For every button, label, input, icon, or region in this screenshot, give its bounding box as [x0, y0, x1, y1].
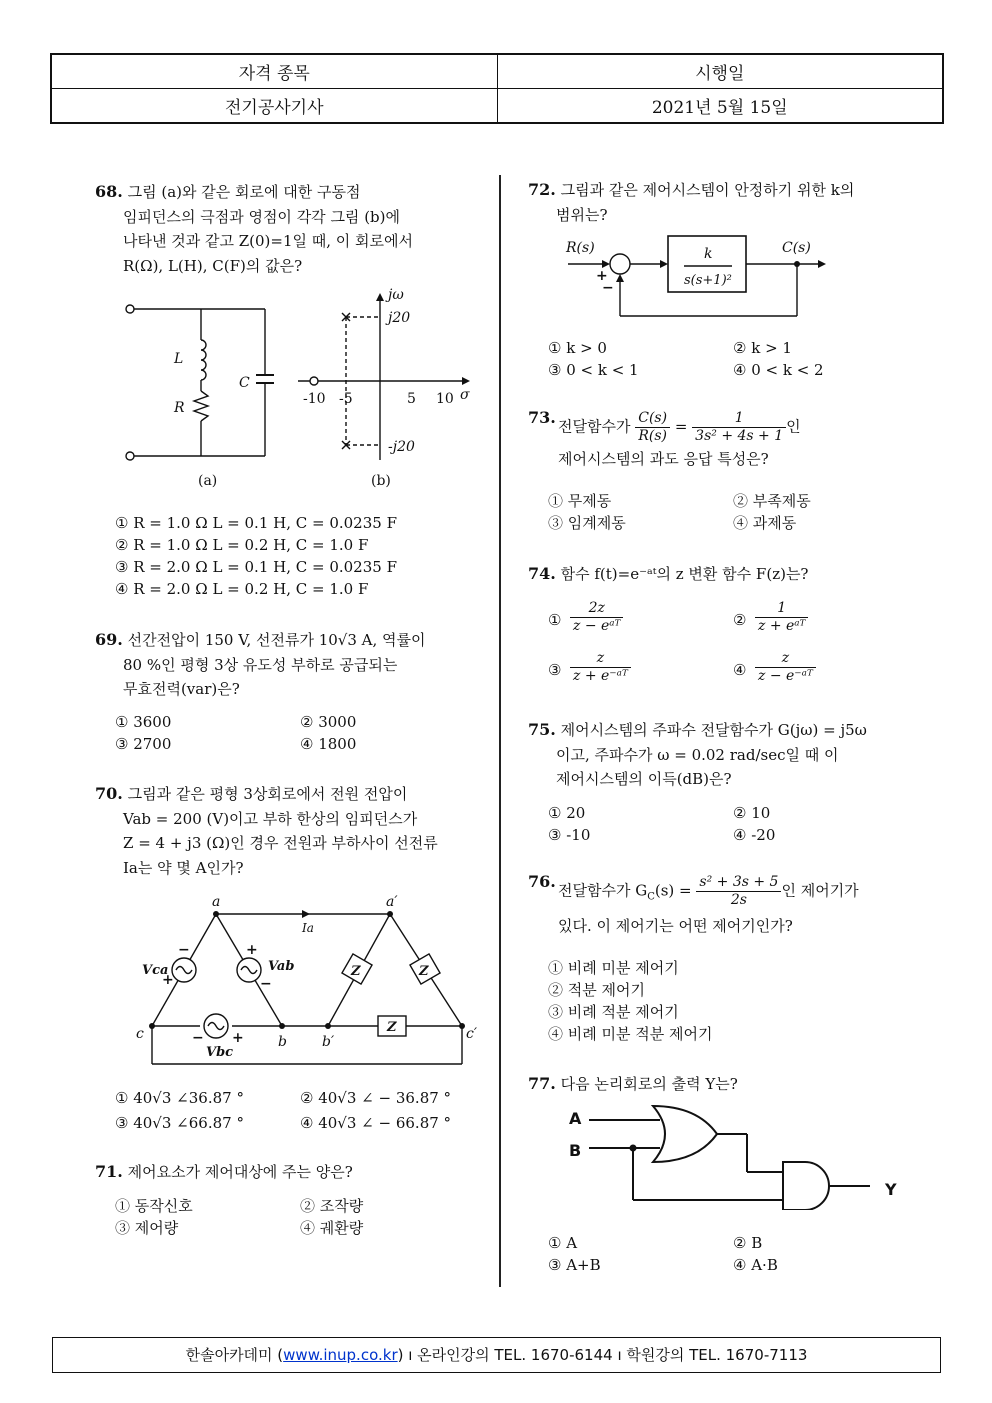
option[interactable]: ④ 1800	[300, 735, 357, 753]
question-76	[528, 872, 928, 953]
block-numerator: k	[704, 246, 713, 262]
option[interactable]: ① 3600	[115, 713, 172, 731]
question-text: 있다. 이 제어기는 어떤 제어기인가?	[558, 917, 793, 935]
option[interactable]: ② 10	[733, 804, 771, 822]
label-L: L	[174, 351, 184, 367]
label-Vbc: Vbc	[206, 1045, 234, 1060]
question-text: 이고, 주파수가 ω = 0.02 rad/sec일 때 이	[556, 745, 839, 764]
svg-text:+: +	[232, 1030, 244, 1046]
question-text: 제어시스템의 과도 응답 특성은?	[558, 450, 769, 468]
question-text: 나타낸 것과 같고 Z(0)=1일 때, 이 회로에서	[123, 232, 414, 250]
header-col-subject-title: 자격 종목	[51, 54, 497, 89]
question-75	[528, 718, 928, 792]
fraction-numerator: 2z	[570, 600, 623, 618]
subscript: C	[647, 891, 655, 903]
q74-options	[548, 600, 928, 694]
sum-minus: −	[602, 280, 614, 296]
fraction-denominator: z − eᵃᵀ	[573, 618, 621, 634]
option[interactable]: ④ 비례 미분 적분 제어기	[548, 1025, 713, 1043]
block-denominator: s(s+1)²	[684, 273, 732, 288]
option[interactable]: ④ 궤환량	[300, 1219, 364, 1237]
option[interactable]: ③ 비례 적분 제어기	[548, 1003, 679, 1021]
option[interactable]: ④ 40√3 ∠ − 66.87 °	[300, 1114, 452, 1132]
label-jw: jω	[388, 287, 404, 303]
svg-text:−: −	[178, 942, 190, 958]
column-divider	[499, 175, 501, 1287]
label-R: R	[174, 400, 185, 416]
tick-10: 10	[436, 391, 454, 407]
q68-options	[115, 512, 495, 600]
q69-options	[115, 711, 495, 755]
question-text: 제어요소가 제어대상에 주는 양은?	[127, 1163, 353, 1181]
header-table	[50, 53, 944, 124]
question-text: 다음 논리회로의 출력 Y는?	[560, 1075, 738, 1093]
tick-5: 5	[407, 391, 416, 407]
q68-figure	[118, 285, 480, 495]
option[interactable]: ③ 0 < k < 1	[548, 361, 639, 379]
question-text: (s) =	[654, 881, 692, 900]
question-number: 76.	[528, 872, 556, 891]
node-a-prime: a′	[386, 894, 398, 910]
label-Vab: Vab	[268, 959, 295, 974]
load-Z: Z	[387, 1020, 397, 1035]
option[interactable]: ③ 제어량	[115, 1219, 179, 1237]
question-74	[528, 562, 928, 587]
question-text: 그림 (a)와 같은 회로에 대한 구동점	[127, 183, 361, 201]
option[interactable]: ① 20	[548, 804, 586, 822]
footer-left: 한솔아카데미 (	[185, 1346, 284, 1364]
q77-options	[548, 1232, 928, 1276]
fraction-numerator: 1	[692, 410, 786, 428]
header-date: 2021년 5월 15일	[497, 89, 943, 124]
option[interactable]: ④ A·B	[733, 1256, 778, 1274]
question-text: 그림과 같은 제어시스템이 안정하기 위한 k의	[560, 181, 855, 199]
option[interactable]: ① A	[548, 1234, 578, 1252]
option[interactable]: ② 부족제동	[733, 492, 811, 510]
label-sigma: σ	[460, 387, 470, 403]
question-68	[95, 180, 490, 278]
q77-logic-circuit	[565, 1100, 915, 1210]
question-70	[95, 782, 490, 880]
option-mark[interactable]: ①	[548, 611, 562, 629]
sum-plus: +	[596, 268, 608, 284]
option[interactable]: ② 40√3 ∠ − 36.87 °	[300, 1089, 452, 1107]
fraction-denominator: 2s	[730, 892, 747, 908]
option[interactable]: ① 동작신호	[115, 1197, 193, 1215]
option[interactable]: ① R = 1.0 Ω L = 0.1 H, C = 0.0235 F	[115, 514, 397, 532]
tick-minus-5: -5	[339, 391, 353, 407]
question-text: Z = 4 + j3 (Ω)인 경우 전원과 부하사이 선전류	[123, 834, 438, 852]
q72-options	[548, 337, 928, 381]
option[interactable]: ③ A+B	[548, 1256, 601, 1274]
option[interactable]: ④ 과제동	[733, 514, 797, 532]
q70-options	[115, 1087, 495, 1134]
question-text: 전달함수가 G	[558, 881, 648, 900]
option[interactable]: ④ 0 < k < 2	[733, 361, 824, 379]
fraction-denominator: z − e⁻ᵃᵀ	[758, 668, 813, 684]
fraction-numerator: z	[570, 650, 631, 668]
question-71	[95, 1160, 490, 1185]
option[interactable]: ③ R = 2.0 Ω L = 0.1 H, C = 0.0235 F	[115, 558, 397, 576]
svg-text:−: −	[260, 976, 272, 992]
fraction-denominator: z + eᵃᵀ	[758, 618, 806, 634]
question-text: 제어시스템의 이득(dB)은?	[556, 770, 732, 788]
option[interactable]: ② 적분 제어기	[548, 981, 645, 999]
question-number: 77.	[528, 1074, 556, 1093]
label-C-s: C(s)	[782, 240, 811, 256]
node-a: a	[212, 894, 221, 910]
footer-link[interactable]: www.inup.co.kr	[283, 1346, 398, 1364]
question-text: 무효전력(var)은?	[123, 680, 240, 698]
option[interactable]: ③ 2700	[115, 735, 172, 753]
question-text: R(Ω), L(H), C(F)의 값은?	[123, 256, 303, 275]
option[interactable]: ② 조작량	[300, 1197, 364, 1215]
question-69	[95, 628, 490, 702]
fraction-denominator: z + e⁻ᵃᵀ	[573, 668, 628, 684]
option[interactable]: ② R = 1.0 Ω L = 0.2 H, C = 1.0 F	[115, 536, 369, 554]
option[interactable]: ① 40√3 ∠36.87 °	[115, 1089, 244, 1107]
option[interactable]: ① 비례 미분 제어기	[548, 959, 679, 977]
option[interactable]: ④ R = 2.0 Ω L = 0.2 H, C = 1.0 F	[115, 580, 369, 598]
q73-options	[548, 490, 928, 534]
option[interactable]: ② B	[733, 1234, 763, 1252]
fraction-numerator: s² + 3s + 5	[696, 874, 781, 892]
footer-right: ) ı 온라인강의 TEL. 1670-6144 ı 학원강의 TEL. 1670-7113	[397, 1346, 808, 1364]
header-col-date-title: 시행일	[497, 54, 943, 89]
option[interactable]: ③ 임계제동	[548, 514, 626, 532]
fraction-numerator: C(s)	[635, 410, 670, 428]
option[interactable]: ① 무제동	[548, 492, 612, 510]
question-73: 73. 전달함수가 $\frac{C(s)}{R(s)}$ = $\frac{1}{\text{3s² + 4s + 1}}$ 인 제어시스템의 과도 응답 특성은?	[528, 408, 928, 488]
input-B: B	[569, 1141, 582, 1160]
output-Y: Y	[885, 1180, 897, 1199]
label-j20: j20	[388, 310, 411, 326]
question-text: 범위는?	[556, 205, 608, 224]
footer	[52, 1337, 941, 1373]
fraction-denominator: R(s)	[638, 428, 667, 444]
label-R-s: R(s)	[566, 240, 595, 256]
header-subject: 전기공사기사	[51, 89, 497, 124]
question-text: 그림과 같은 평형 3상회로에서 전원 전압이	[127, 785, 408, 803]
question-text: Vab = 200 (V)이고 부하 한상의 임피던스가	[123, 809, 418, 828]
question-number: 74.	[528, 564, 556, 583]
question-text: 80 %인 평형 3상 유도성 부하로 공급되는	[123, 655, 398, 674]
option[interactable]: ② 3000	[300, 713, 357, 731]
question-text: 임피던스의 극점과 영점이 각각 그림 (b)에	[123, 207, 400, 226]
caption-b: (b)	[371, 473, 391, 489]
option-mark[interactable]: ④	[733, 661, 747, 679]
option[interactable]: ③ 40√3 ∠66.87 °	[115, 1114, 244, 1132]
q76-options	[548, 957, 928, 1045]
question-text: 인 제어기가	[781, 881, 859, 900]
option[interactable]: ① k > 0	[548, 339, 607, 357]
fraction-denominator: 3s² + 4s + 1	[695, 428, 784, 444]
question-number: 69.	[95, 630, 123, 649]
node-c: c	[136, 1026, 144, 1042]
label-minus-j20: -j20	[388, 439, 415, 455]
label-Ia: Ia	[302, 921, 314, 935]
load-Z: Z	[419, 964, 429, 979]
svg-text:+: +	[246, 942, 258, 958]
fraction-numerator: z	[755, 650, 816, 668]
question-77	[528, 1072, 928, 1097]
option-mark[interactable]: ③	[548, 661, 562, 679]
question-number: 73.	[528, 408, 556, 427]
question-text: 선간전압이 150 V, 선전류가 10√3 A, 역률이	[127, 631, 426, 649]
svg-text:+: +	[162, 972, 174, 988]
option[interactable]: ③ -10	[548, 826, 591, 844]
caption-a: (a)	[198, 473, 218, 489]
node-c-prime: c′	[466, 1026, 478, 1042]
load-Z: Z	[351, 964, 361, 979]
question-text: 제어시스템의 주파수 전달함수가 G(jω) = j5ω	[560, 721, 867, 739]
question-text: Ia는 약 몇 A인가?	[123, 858, 244, 877]
option[interactable]: ④ -20	[733, 826, 776, 844]
q71-options	[115, 1195, 495, 1239]
option[interactable]: ② k > 1	[733, 339, 792, 357]
q70-figure	[128, 890, 488, 1070]
label-Vca: Vca	[142, 963, 169, 978]
svg-text:−: −	[192, 1030, 204, 1046]
fraction-numerator: 1	[755, 600, 808, 618]
question-number: 68.	[95, 182, 123, 201]
question-72	[528, 178, 928, 227]
question-text: 전달함수가	[558, 417, 631, 436]
question-text: 인	[786, 417, 801, 436]
node-b-prime: b′	[322, 1034, 335, 1050]
question-number: 75.	[528, 720, 556, 739]
question-number: 72.	[528, 180, 556, 199]
input-A: A	[569, 1109, 582, 1128]
question-number: 71.	[95, 1162, 123, 1181]
question-text: 함수 f(t)=e⁻ᵃᵗ의 z 변환 함수 F(z)는?	[560, 565, 809, 583]
q72-block-diagram	[560, 230, 840, 325]
option-mark[interactable]: ②	[733, 611, 747, 629]
question-number: 70.	[95, 784, 123, 803]
tick-minus-10: -10	[303, 391, 326, 407]
node-b: b	[278, 1034, 287, 1050]
label-C: C	[239, 375, 250, 391]
q75-options	[548, 802, 928, 846]
